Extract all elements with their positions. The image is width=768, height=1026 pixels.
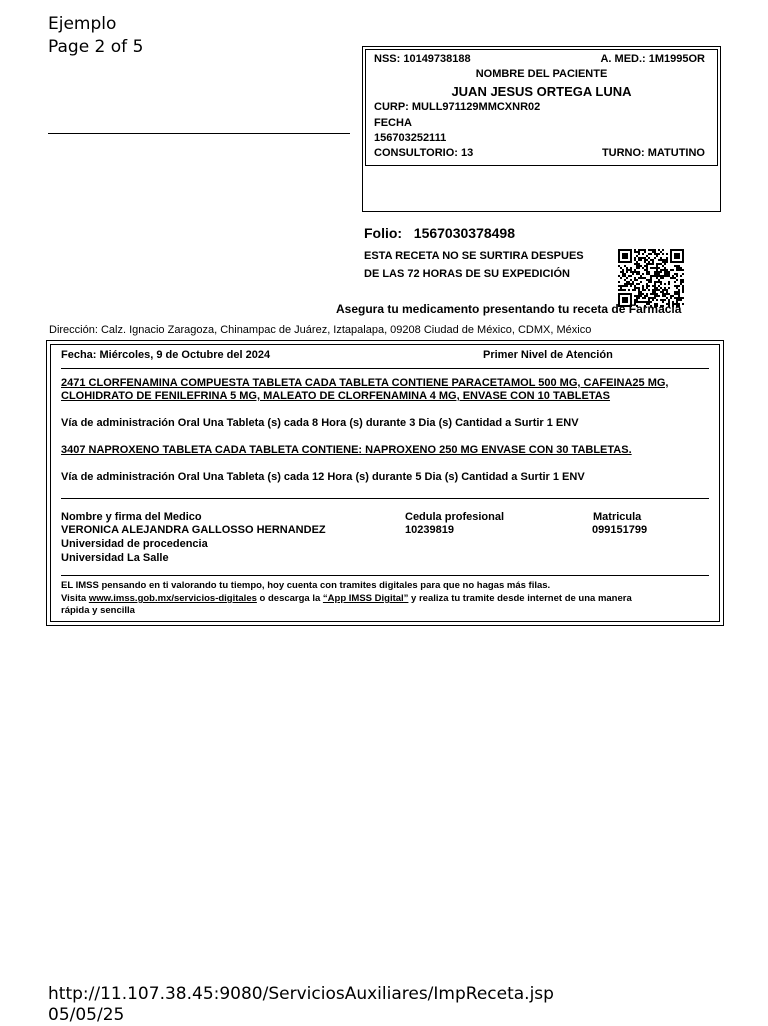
patient-info-frame [365,49,718,166]
notice-line-2: DE LAS 72 HORAS DE SU EXPEDICIÓN [364,268,570,280]
med1-line1: 2471 CLORFENAMINA COMPUESTA TABLETA CADA TABLETA CONTIENE PARACETAMOL 500 MG, CAFEINA25 MG, [61,377,669,389]
imss-footer-line1: EL IMSS pensando en ti valorando tu tiempo, hoy cuenta con tramites digitales para que no hagas más filas. [61,580,551,591]
notice-line-1: ESTA RECETA NO SE SURTIRA DESPUES [364,250,584,262]
print-footer-date: 05/05/25 [48,1005,125,1025]
cedula: 10239819 [405,524,454,536]
university-label: Universidad de procedencia [61,538,208,550]
attention-level: Primer Nivel de Atención [483,349,613,361]
doctor-name: VERONICA ALEJANDRA GALLOSSO HERNANDEZ [61,524,326,536]
qr-code-icon [618,249,684,307]
fecha-value: 156703252111 [374,132,447,144]
patient-name: JUAN JESUS ORTEGA LUNA [451,84,632,99]
a-med: A. MED.: 1M1995OR [600,53,705,65]
consultorio: CONSULTORIO: 13 [374,147,474,159]
curp: CURP: MULL971129MMCXNR02 [374,101,541,113]
divider [61,498,709,499]
folio-label: Folio: [364,225,403,241]
patient-name-label: NOMBRE DEL PACIENTE [475,68,608,80]
university: Universidad La Salle [61,552,169,564]
med1-dose: Vía de administración Oral Una Tableta (s) cada 8 Hora (s) durante 3 Dia (s) Cantidad a Surtir 1 ENV [61,417,579,429]
print-header-page: Page 2 of 5 [48,37,144,57]
doctor-label: Nombre y firma del Medico [61,511,202,523]
patient-box [362,46,721,212]
address: Dirección: Calz. Ignacio Zaragoza, Chinampac de Juárez, Iztapalapa, 09208 Ciudad de México, CDMX, México [49,324,592,336]
imss-footer-line3: rápida y sencilla [61,605,135,616]
prescription-date: Fecha: Miércoles, 9 de Octubre del 2024 [61,349,271,361]
nss: NSS: 10149738188 [374,53,471,65]
divider [61,575,709,576]
matricula-label: Matricula [593,511,642,523]
folio-value: 1567030378498 [413,225,516,241]
turno: TURNO: MATUTINO [601,147,705,159]
print-footer-url: http://11.107.38.45:9080/ServiciosAuxiliares/ImpReceta.jsp [48,984,554,1004]
divider [61,368,709,369]
app-imss-link[interactable]: “App IMSS Digital” [322,593,409,604]
prescription-box [46,340,724,626]
med2-line1: 3407 NAPROXENO TABLETA CADA TABLETA CONTIENE: NAPROXENO 250 MG ENVASE CON 30 TABLETAS. [61,444,632,456]
med1-line2: CLOHIDRATO DE FENILEFRINA 5 MG, MALEATO DE CLORFENAMINA 4 MG, ENVASE CON 10 TABLETAS [61,390,611,402]
imss-digital-link[interactable]: www.imss.gob.mx/servicios-digitales [88,593,257,604]
signature-line [48,133,350,134]
imss-footer-line2: Visita www.imss.gob.mx/servicios-digitales o descarga la “App IMSS Digital” y realiza tu tramite desde internet de una manera [61,593,632,604]
fecha-label: FECHA [374,117,412,129]
print-header-title: Ejemplo [48,14,117,34]
pharmacy-note: Asegura tu medicamento presentando tu receta de Farmacia [336,302,682,316]
med2-dose: Vía de administración Oral Una Tableta (s) cada 12 Hora (s) durante 5 Dia (s) Cantidad a Surtir 1 ENV [61,471,585,483]
cedula-label: Cedula profesional [405,511,505,523]
matricula: 099151799 [592,524,648,536]
prescription-frame [50,344,720,622]
folio [364,225,515,241]
